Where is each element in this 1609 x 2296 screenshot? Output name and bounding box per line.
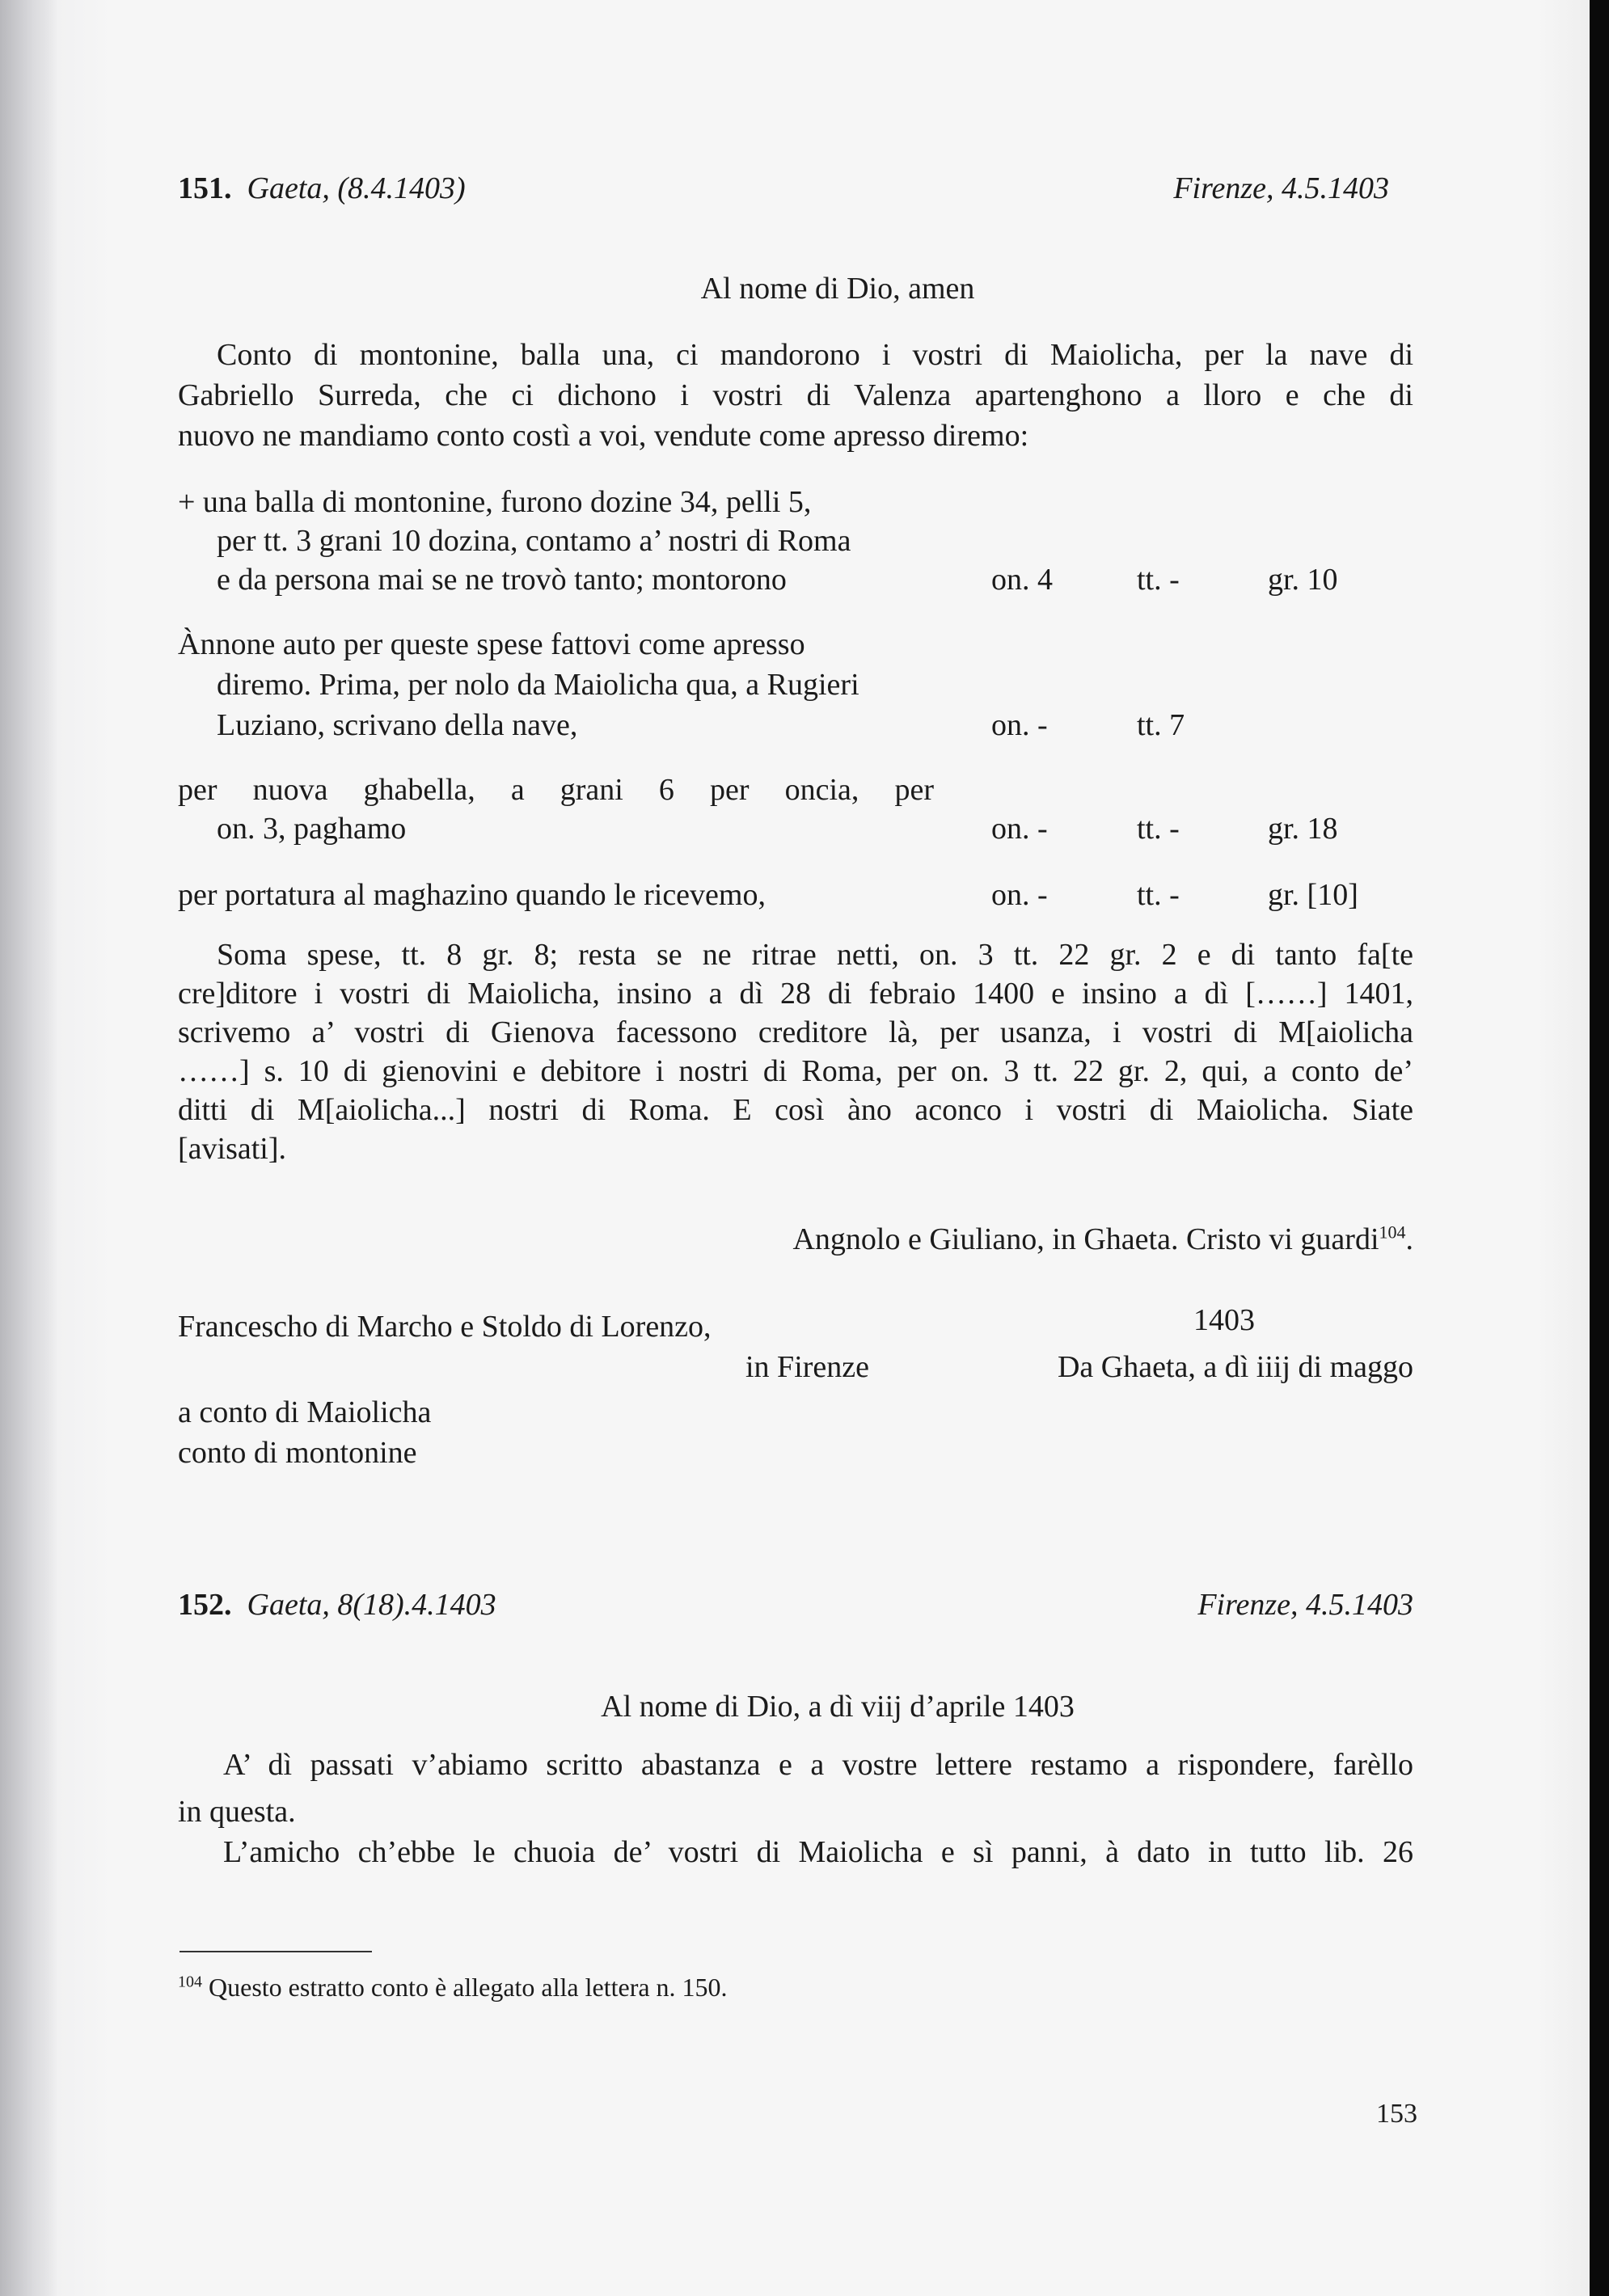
footnote-text: Questo estratto conto è allegato alla lettera n. 150. [209,1973,728,2002]
summary-line-3: scrivemo a’ vostri di Gienova facessono creditore là, per usanza, i vostri di M[aiolicha [178,1015,1413,1049]
entry-1-tari: tt. - [1137,563,1180,597]
entry-3-onces: on. - [991,812,1048,846]
account-line-1: a conto di Maiolicha [178,1395,432,1429]
entry-2-onces: on. - [991,708,1048,742]
entry-1-line-1: + una balla di montonine, furono dozine 34, pelli 5, [178,485,812,519]
entry-1-line-3: e da persona mai se ne trovò tanto; montorono [217,563,787,597]
letter-151-number: 151. [178,171,232,205]
entry-1-onces: on. 4 [991,563,1053,597]
entry-4-line: per portatura al maghazino quando le ricevemo, [178,878,766,912]
entry-3-grani: gr. 18 [1268,812,1338,846]
entry-1-grani: gr. 10 [1268,563,1338,597]
letter-151-place-date: Gaeta, (8.4.1403) [247,171,466,205]
entry-4-onces: on. - [991,878,1048,912]
entry-2-line-2: diremo. Prima, per nolo da Maiolicha qua, a Rugieri [217,668,859,702]
letter-151-heading [178,173,466,204]
entry-4-tari: tt. - [1137,878,1180,912]
summary-line-1: Soma spese, tt. 8 gr. 8; resta se ne ritrae netti, on. 3 tt. 22 gr. 2 e di tanto fa[te [217,938,1413,972]
address-year: 1403 [1193,1303,1255,1337]
invocation-text: Al nome di Dio, amen [700,272,975,306]
signature: Angnolo e Giuliano, in Ghaeta. Cristo vi guardi$^{104}$. [792,1222,1413,1256]
entry-3-line-1: per nuova ghabella, a grani 6 per oncia, per [178,773,934,807]
letter-152-heading [178,1589,496,1620]
entry-2-line-3: Luziano, scrivano della nave, [217,708,578,742]
intro-line-1: Conto di montonine, balla una, ci mandorono i vostri di Maiolicha, per la nave di [217,338,1413,372]
summary-line-2: cre]ditore i vostri di Maiolicha, insino a dì 28 di febraio 1400 e insino a dì [……] 1401, [178,977,1413,1011]
letter-152-p1-line-2: in questa. [178,1795,296,1829]
footnote-number: 104 [178,1973,202,1991]
letter-152-p2-line-1: L’amicho ch’ebbe le chuoia de’ vostri di Maiolicha e sì panni, à dato in tutto lib. 26 [223,1835,1413,1869]
address-line-1: Francescho di Marcho e Stoldo di Lorenzo, [178,1310,712,1344]
letter-152-number: 152. [178,1588,232,1622]
invocation-152-text: Al nome di Dio, a dì viij d’aprile 1403 [601,1690,1075,1724]
intro-line-2: Gabriello Surreda, che ci dichono i vostri di Valenza apartenghono a lloro e che di [178,378,1413,412]
summary-line-5: ditti di M[aiolicha...] nostri di Roma. E così àno aconco i vostri di Maiolicha. Siate [178,1093,1413,1127]
entry-3-line-2: on. 3, paghamo [217,812,407,846]
letter-152-p1-line-1: A’ dì passati v’abiamo scritto abastanza e a vostre lettere restamo a rispondere, farèllo [223,1748,1413,1782]
footnote-reference: 104 [1379,1222,1406,1243]
footnote [178,1974,728,2000]
intro-line-3: nuovo ne mandiamo conto costì a voi, vendute come apresso diremo: [178,419,1029,453]
entry-3-tari: tt. - [1137,812,1180,846]
entry-2-tari: tt. 7 [1137,708,1185,742]
footnote-rule [179,1951,372,1952]
account-line-2: conto di montonine [178,1436,417,1470]
entry-1-line-2: per tt. 3 grani 10 dozina, contamo a’ nostri di Roma [217,524,851,558]
summary-line-4: ……] s. 10 di gienovini e debitore i nostri di Roma, per on. 3 tt. 22 gr. 2, qui, a conto de’ [178,1054,1413,1088]
entry-4-grani: gr. [10] [1268,878,1358,912]
page-number: 153 [1376,2099,1417,2129]
received-date: Da Ghaeta, a dì iiij di maggo [1057,1350,1413,1384]
letter-151-invocation [0,273,1590,304]
letter-152-invocation [0,1691,1590,1722]
address-line-2: in Firenze [745,1350,870,1384]
letter-152-place-date: Gaeta, 8(18).4.1403 [247,1588,496,1622]
letter-151-dest-date: Firenze, 4.5.1403 [1173,171,1389,205]
summary-line-6: [avisati]. [178,1132,287,1166]
entry-2-line-1: Ànnone auto per queste spese fattovi come apresso [178,627,805,661]
page-gutter [0,0,58,2296]
letter-152-dest-date: Firenze, 4.5.1403 [1197,1588,1413,1622]
signature-text: Angnolo e Giuliano, in Ghaeta. Cristo vi guardi [792,1222,1379,1256]
